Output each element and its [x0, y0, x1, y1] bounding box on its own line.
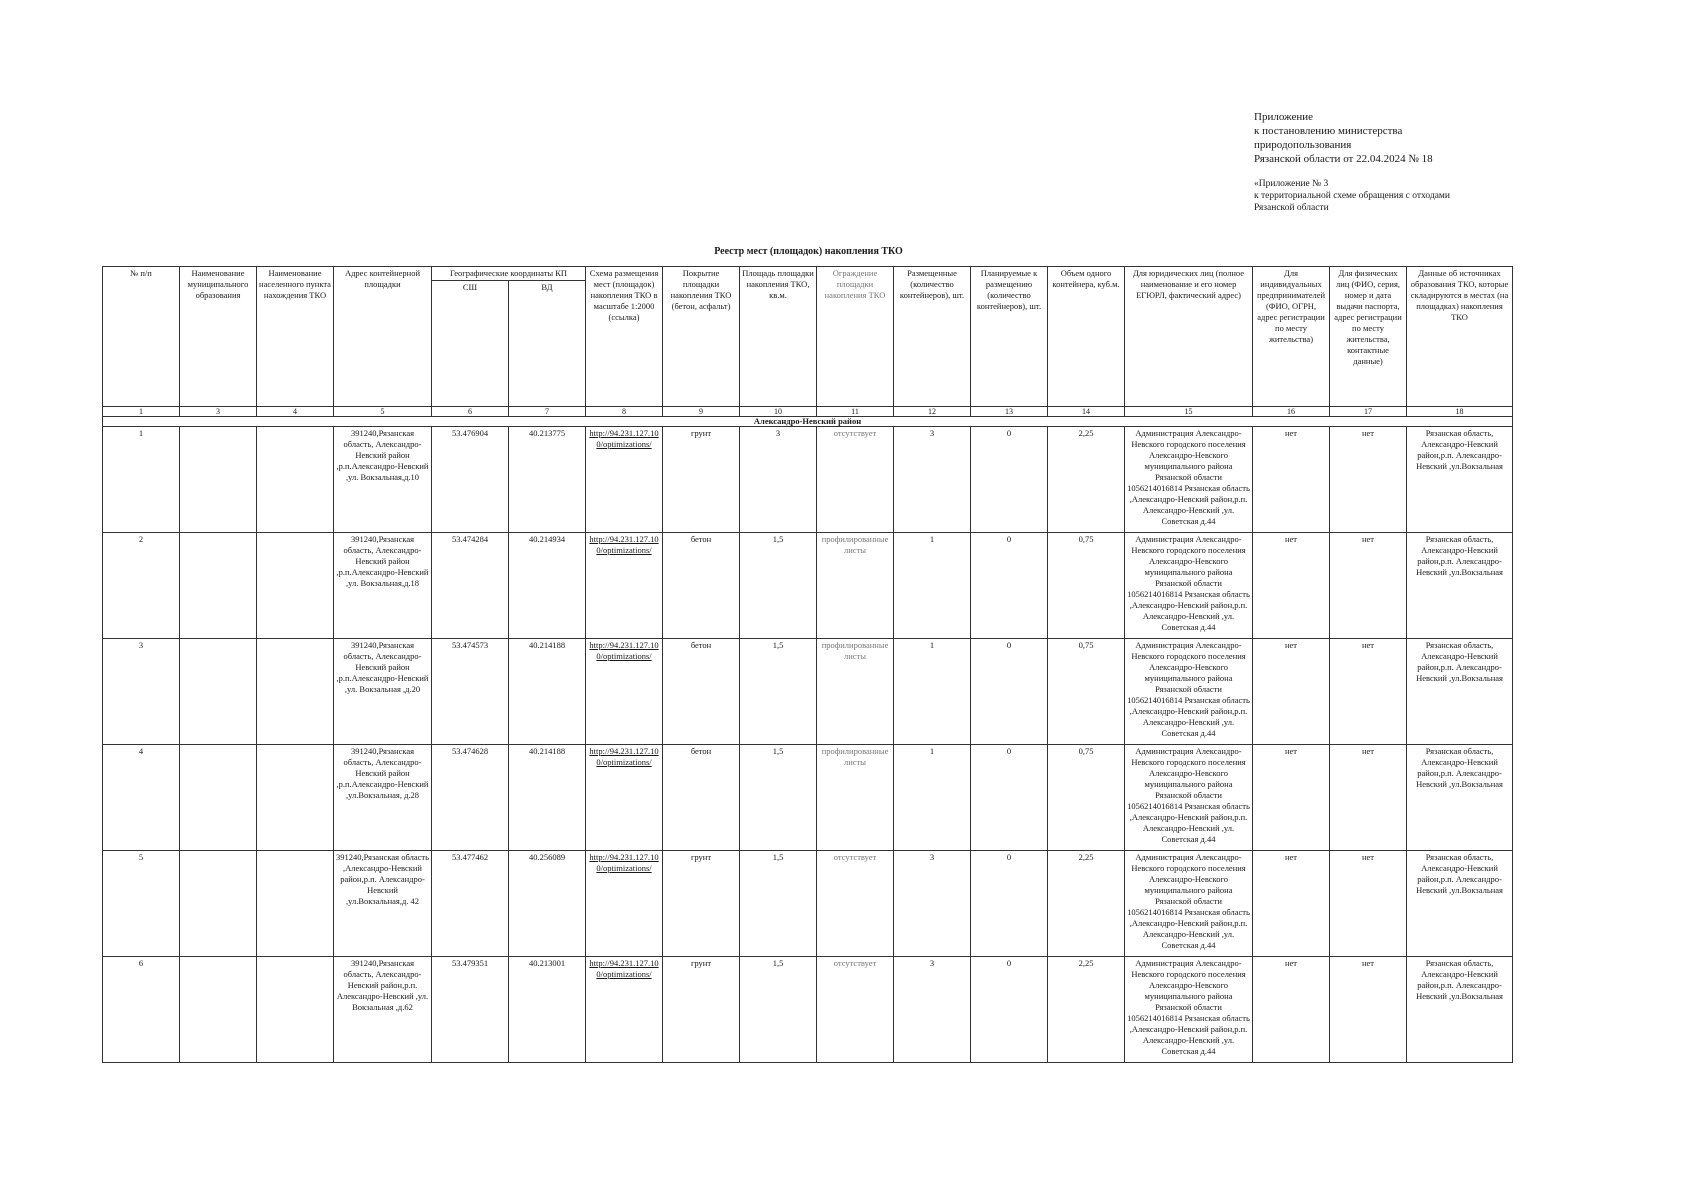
column-number: 6: [432, 407, 509, 417]
column-number: 12: [894, 407, 971, 417]
header-sub-line: к территориальной схеме обращения с отходами: [1254, 191, 1451, 201]
document-header: [1254, 110, 1450, 214]
col-header-legal-entity: Для юридических лиц (полное наименование и его номер ЕГЮРЛ, фактический адрес): [1125, 267, 1253, 407]
column-number: 16: [1253, 407, 1330, 417]
column-number: 5: [334, 407, 432, 417]
cell-municipality: [180, 639, 257, 745]
cell-fence: профилированные листы: [817, 745, 894, 851]
cell-scheme-link: [586, 427, 663, 533]
table-row: [103, 427, 1513, 533]
registry-table: [102, 266, 1513, 1063]
cell-latitude: 53.479351: [432, 957, 509, 1063]
cell-municipality: [180, 745, 257, 851]
cell-longitude: 40.214188: [509, 639, 586, 745]
cell-planned-count: 0: [971, 851, 1048, 957]
cell-fence: отсутствует: [817, 851, 894, 957]
scheme-link[interactable]: http://94.231.127.100/optimizations/: [589, 746, 659, 767]
cell-fence: отсутствует: [817, 427, 894, 533]
column-number: 15: [1125, 407, 1253, 417]
cell-sources: Рязанская область, Александро-Невский район,р.п. Александро-Невский ,ул.Вокзальная: [1407, 427, 1513, 533]
cell-municipality: [180, 957, 257, 1063]
cell-entrepreneur: нет: [1253, 427, 1330, 533]
col-header-volume: Объем одного контейнера, куб.м.: [1048, 267, 1125, 407]
cell-row-num: 6: [103, 957, 180, 1063]
cell-fence: профилированные листы: [817, 533, 894, 639]
scheme-link[interactable]: http://94.231.127.100/optimizations/: [589, 958, 659, 979]
header-line: природопользования: [1254, 139, 1352, 151]
col-header-coordinates: Географические координаты КП: [432, 267, 586, 281]
cell-placed-count: 3: [894, 427, 971, 533]
cell-latitude: 53.474573: [432, 639, 509, 745]
cell-container-volume: 0,75: [1048, 745, 1125, 851]
cell-surface: грунт: [663, 957, 740, 1063]
col-header-entrepreneur: Для индивидуальных предпринимателей (ФИО, ОГРН, адрес регистрации по месту жительства): [1253, 267, 1330, 407]
cell-longitude: 40.213001: [509, 957, 586, 1063]
cell-address: 391240,Рязанская область, Александро-Невский район ,р.п.Александро-Невский ,ул. Вокзальная,д.10: [334, 427, 432, 533]
cell-container-volume: 2,25: [1048, 957, 1125, 1063]
cell-row-num: 1: [103, 427, 180, 533]
district-name: Александро-Невский район: [103, 417, 1513, 427]
cell-address: 391240,Рязанская область, Александро-Невский район,р.п. Александро-Невский ,ул. Вокзальная ,д.62: [334, 957, 432, 1063]
header-line: к постановлению министерства: [1254, 125, 1403, 137]
cell-scheme-link: [586, 533, 663, 639]
cell-container-volume: 0,75: [1048, 639, 1125, 745]
cell-legal-entity: Администрация Александро-Невского городского поселения Александро-Невского муниципального района Рязанской области 1056214016814 Рязанская область ,Александро-Невский район,р.п. Александро-Невский ,ул. Советская д.44: [1125, 957, 1253, 1063]
cell-row-num: 5: [103, 851, 180, 957]
cell-latitude: 53.474284: [432, 533, 509, 639]
cell-fence: профилированные листы: [817, 639, 894, 745]
col-header-lon: ВД: [509, 281, 586, 407]
cell-container-volume: 0,75: [1048, 533, 1125, 639]
column-number: 9: [663, 407, 740, 417]
cell-settlement: [257, 427, 334, 533]
cell-fence: отсутствует: [817, 957, 894, 1063]
district-row: [103, 417, 1513, 427]
column-number: 13: [971, 407, 1048, 417]
cell-area: 1,5: [740, 957, 817, 1063]
cell-individual: нет: [1330, 851, 1407, 957]
cell-individual: нет: [1330, 639, 1407, 745]
cell-sources: Рязанская область, Александро-Невский район,р.п. Александро-Невский ,ул.Вокзальная: [1407, 639, 1513, 745]
cell-legal-entity: Администрация Александро-Невского городского поселения Александро-Невского муниципального района Рязанской области 1056214016814 Рязанская область ,Александро-Невский район,р.п. Александро-Невский ,ул. Советская д.44: [1125, 851, 1253, 957]
cell-container-volume: 2,25: [1048, 427, 1125, 533]
cell-placed-count: 1: [894, 745, 971, 851]
header-line: Приложение: [1254, 111, 1314, 123]
column-number: 4: [257, 407, 334, 417]
cell-sources: Рязанская область, Александро-Невский район,р.п. Александро-Невский ,ул.Вокзальная: [1407, 957, 1513, 1063]
col-header-placed: Размещенные (количество контейнеров), шт.: [894, 267, 971, 407]
cell-scheme-link: [586, 957, 663, 1063]
cell-legal-entity: Администрация Александро-Невского городского поселения Александро-Невского муниципального района Рязанской области 1056214016814 Рязанская область ,Александро-Невский район,р.п. Александро-Невский ,ул. Советская д.44: [1125, 639, 1253, 745]
cell-row-num: 4: [103, 745, 180, 851]
column-numbers-row: [103, 407, 1513, 417]
cell-longitude: 40.256089: [509, 851, 586, 957]
header-line: Рязанской области от 22.04.2024 № 18: [1254, 153, 1433, 165]
cell-latitude: 53.474628: [432, 745, 509, 851]
cell-surface: бетон: [663, 639, 740, 745]
cell-planned-count: 0: [971, 639, 1048, 745]
cell-longitude: 40.214188: [509, 745, 586, 851]
table-row: [103, 745, 1513, 851]
cell-address: 391240,Рязанская область ,Александро-Невский район,р.п. Александро-Невский ,ул.Вокзальная,д. 42: [334, 851, 432, 957]
cell-sources: Рязанская область, Александро-Невский район,р.п. Александро-Невский ,ул.Вокзальная: [1407, 745, 1513, 851]
cell-row-num: 2: [103, 533, 180, 639]
cell-settlement: [257, 745, 334, 851]
cell-placed-count: 1: [894, 533, 971, 639]
column-number: 17: [1330, 407, 1407, 417]
scheme-link[interactable]: http://94.231.127.100/optimizations/: [589, 428, 659, 449]
col-header-sources: Данные об источниках образования ТКО, которые складируются в местах (на площадках) накопления ТКО: [1407, 267, 1513, 407]
cell-planned-count: 0: [971, 533, 1048, 639]
column-number: 10: [740, 407, 817, 417]
cell-container-volume: 2,25: [1048, 851, 1125, 957]
scheme-link[interactable]: http://94.231.127.100/optimizations/: [589, 534, 659, 555]
cell-settlement: [257, 639, 334, 745]
cell-sources: Рязанская область, Александро-Невский район,р.п. Александро-Невский ,ул.Вокзальная: [1407, 533, 1513, 639]
table-row: [103, 957, 1513, 1063]
cell-settlement: [257, 957, 334, 1063]
cell-surface: бетон: [663, 745, 740, 851]
cell-address: 391240,Рязанская область, Александро-Невский район ,р.п.Александро-Невский ,ул. Вокзальная,д.18: [334, 533, 432, 639]
header-sub-line: Рязанской области: [1254, 203, 1329, 213]
cell-sources: Рязанская область, Александро-Невский район,р.п. Александро-Невский ,ул.Вокзальная: [1407, 851, 1513, 957]
cell-surface: грунт: [663, 851, 740, 957]
cell-municipality: [180, 851, 257, 957]
cell-individual: нет: [1330, 533, 1407, 639]
column-number: 3: [180, 407, 257, 417]
cell-legal-entity: Администрация Александро-Невского городского поселения Александро-Невского муниципального района Рязанской области 1056214016814 Рязанская область ,Александро-Невский район,р.п. Александро-Невский ,ул. Советская д.44: [1125, 533, 1253, 639]
cell-planned-count: 0: [971, 745, 1048, 851]
col-header-area: Площадь площадки накопления ТКО, кв.м.: [740, 267, 817, 407]
cell-latitude: 53.477462: [432, 851, 509, 957]
table-row: [103, 533, 1513, 639]
cell-individual: нет: [1330, 957, 1407, 1063]
col-header-fence: Ограждение площадки накопления ТКО: [817, 267, 894, 407]
col-header-planned: Планируемые к размещению (количество контейнеров), шт.: [971, 267, 1048, 407]
header-sub-line: «Приложение № 3: [1254, 179, 1329, 189]
column-number: 8: [586, 407, 663, 417]
cell-individual: нет: [1330, 427, 1407, 533]
col-header-scheme: Схема размещения мест (площадок) накопления ТКО в масштабе 1:2000 (ссылка): [586, 267, 663, 407]
column-number: 11: [817, 407, 894, 417]
cell-entrepreneur: нет: [1253, 639, 1330, 745]
cell-municipality: [180, 533, 257, 639]
cell-area: 1,5: [740, 533, 817, 639]
cell-placed-count: 3: [894, 957, 971, 1063]
col-header-municipality: Наименование муниципального образования: [180, 267, 257, 407]
cell-legal-entity: Администрация Александро-Невского городского поселения Александро-Невского муниципального района Рязанской области 1056214016814 Рязанская область ,Александро-Невский район,р.п. Александро-Невский ,ул. Советская д.44: [1125, 427, 1253, 533]
cell-legal-entity: Администрация Александро-Невского городского поселения Александро-Невского муниципального района Рязанской области 1056214016814 Рязанская область ,Александро-Невский район,р.п. Александро-Невский ,ул. Советская д.44: [1125, 745, 1253, 851]
cell-area: 1,5: [740, 851, 817, 957]
cell-scheme-link: [586, 851, 663, 957]
cell-scheme-link: [586, 639, 663, 745]
cell-scheme-link: [586, 745, 663, 851]
column-number: 14: [1048, 407, 1125, 417]
cell-area: 1,5: [740, 745, 817, 851]
cell-placed-count: 3: [894, 851, 971, 957]
cell-planned-count: 0: [971, 957, 1048, 1063]
cell-municipality: [180, 427, 257, 533]
cell-address: 391240,Рязанская область, Александро-Невский район ,р.п.Александро-Невский ,ул. Вокзальная ,д.20: [334, 639, 432, 745]
cell-placed-count: 1: [894, 639, 971, 745]
cell-entrepreneur: нет: [1253, 745, 1330, 851]
table-row: [103, 851, 1513, 957]
cell-longitude: 40.213775: [509, 427, 586, 533]
cell-surface: грунт: [663, 427, 740, 533]
col-header-settlement: Наименование населенного пункта нахождения ТКО: [257, 267, 334, 407]
col-header-surface: Покрытие площадки накопления ТКО (бетон, асфальт): [663, 267, 740, 407]
scheme-link[interactable]: http://94.231.127.100/optimizations/: [589, 852, 659, 873]
cell-surface: бетон: [663, 533, 740, 639]
cell-individual: нет: [1330, 745, 1407, 851]
column-number: 18: [1407, 407, 1513, 417]
cell-row-num: 3: [103, 639, 180, 745]
cell-latitude: 53.476904: [432, 427, 509, 533]
cell-settlement: [257, 851, 334, 957]
cell-address: 391240,Рязанская область, Александро-Невский район ,р.п.Александро-Невский ,ул.Вокзальная, д.28: [334, 745, 432, 851]
column-number: 1: [103, 407, 180, 417]
document-title: Реестр мест (площадок) накопления ТКО: [714, 246, 903, 257]
scheme-link[interactable]: http://94.231.127.100/optimizations/: [589, 640, 659, 661]
col-header-lat: СШ: [432, 281, 509, 407]
col-header-address: Адрес контейнерной площадки: [334, 267, 432, 407]
cell-longitude: 40.214934: [509, 533, 586, 639]
cell-entrepreneur: нет: [1253, 957, 1330, 1063]
col-header-individual: Для физических лиц (ФИО, серия, номер и дата выдачи паспорта, адрес регистрации по месту жительства, контактные данные): [1330, 267, 1407, 407]
column-number: 7: [509, 407, 586, 417]
cell-planned-count: 0: [971, 427, 1048, 533]
cell-area: 3: [740, 427, 817, 533]
table-header-row: [103, 267, 1513, 281]
col-header-num: № п/п: [103, 267, 180, 407]
cell-area: 1,5: [740, 639, 817, 745]
cell-entrepreneur: нет: [1253, 533, 1330, 639]
cell-entrepreneur: нет: [1253, 851, 1330, 957]
cell-settlement: [257, 533, 334, 639]
table-row: [103, 639, 1513, 745]
